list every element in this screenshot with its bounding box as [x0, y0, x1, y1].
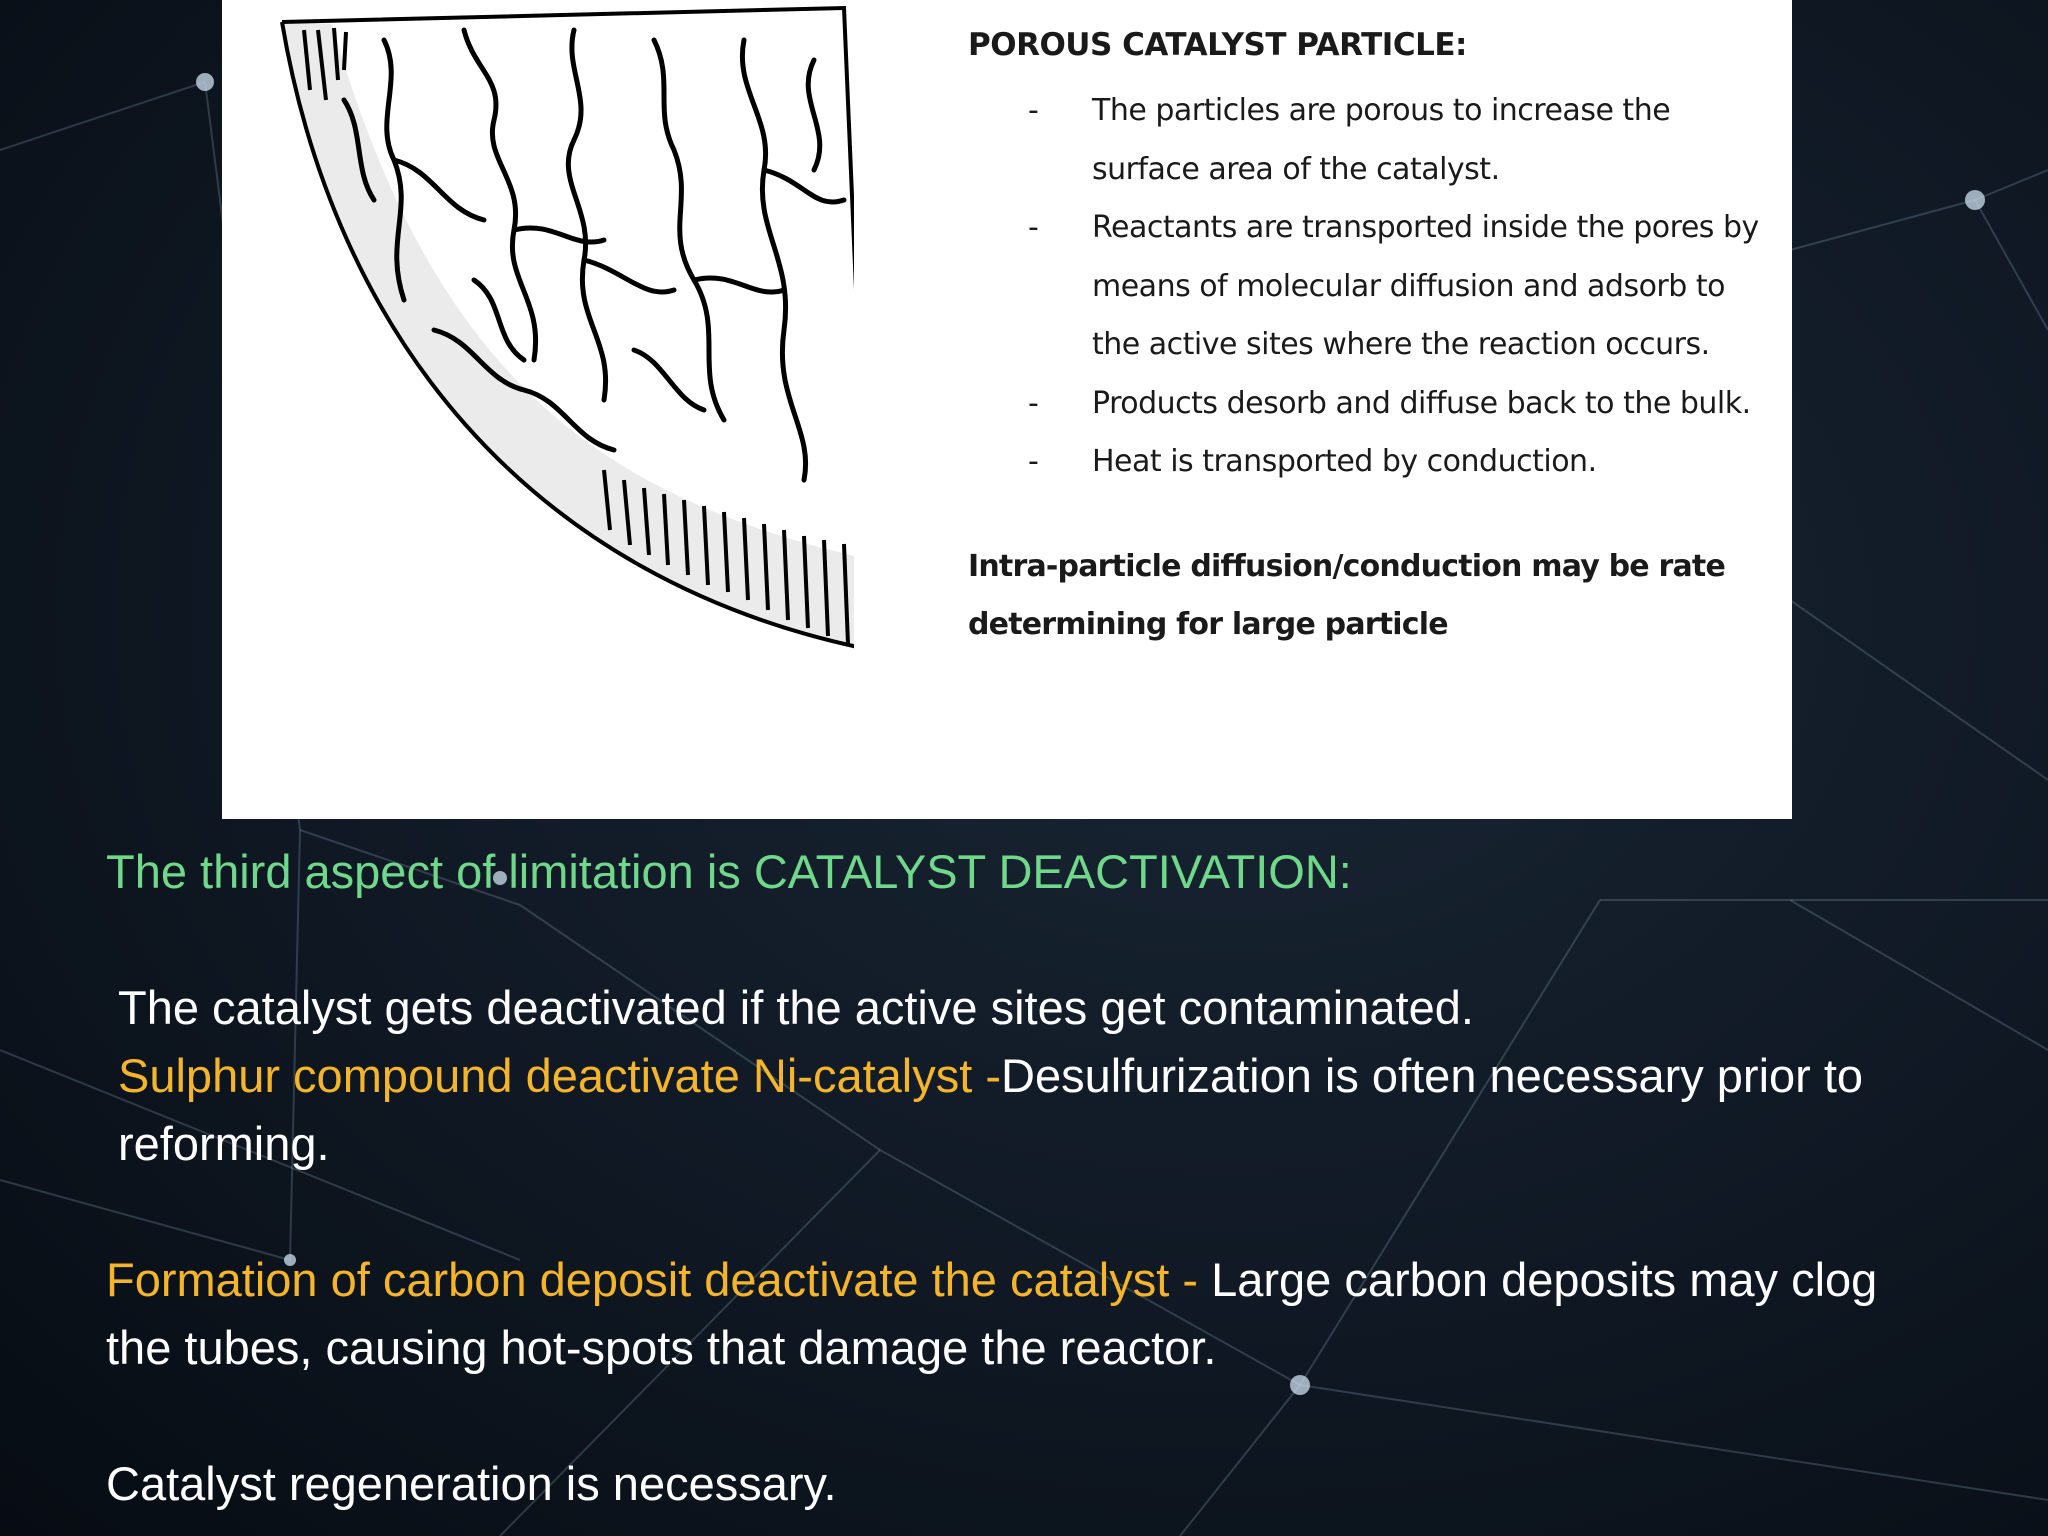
sulphur-rest: Desulfurization is often necessary prior to reforming. — [118, 1049, 1864, 1170]
spacer — [106, 906, 1946, 974]
bullet-text: The particles are porous to increase the surface area of the catalyst. — [1092, 93, 1671, 187]
section-heading: The third aspect of limitation is CATALYST DEACTIVATION: — [106, 845, 1352, 898]
list-item — [968, 199, 1768, 375]
porous-particle-illustration — [274, 0, 854, 720]
figure-card — [222, 0, 1792, 819]
bullet-dash: - — [1028, 444, 1039, 479]
carbon-rest: Large carbon deposits may clog the tubes, causing hot-spots that damage the reactor. — [106, 1253, 1878, 1374]
spacer — [106, 1178, 1946, 1246]
closing-statement: Catalyst regeneration is necessary. — [106, 1457, 837, 1510]
bullet-dash: - — [1028, 210, 1039, 245]
figure-heading: POROUS CATALYST PARTICLE: — [968, 27, 1467, 63]
bullet-dash: - — [1028, 93, 1039, 128]
bullet-text: Products desorb and diffuse back to the bulk. — [1092, 385, 1751, 421]
sulphur-lead: Sulphur compound deactivate Ni-catalyst - — [118, 1049, 1001, 1102]
list-item — [968, 82, 1768, 199]
deactivation-paragraph: The catalyst gets deactivated if the active sites get contaminated. — [118, 981, 1474, 1034]
figure-bullet-list — [968, 82, 1768, 492]
figure-conclusion: Intra-particle diffusion/conduction may be rate determining for large particle — [968, 548, 1726, 642]
sulphur-paragraph — [106, 1042, 1946, 1178]
carbon-lead: Formation of carbon deposit deactivate the catalyst - — [106, 1253, 1199, 1306]
carbon-paragraph — [106, 1246, 1946, 1382]
bullet-text: Reactants are transported inside the pores by means of molecular diffusion and adsorb to the active sites where the reaction occurs. — [1092, 210, 1759, 362]
slide-body — [106, 838, 1946, 1518]
bullet-dash: - — [1028, 385, 1039, 421]
list-item — [968, 433, 1768, 492]
list-item — [968, 375, 1768, 434]
spacer — [106, 1382, 1946, 1450]
figure-caption — [968, 22, 1768, 685]
bullet-text: Heat is transported by conduction. — [1092, 444, 1597, 479]
